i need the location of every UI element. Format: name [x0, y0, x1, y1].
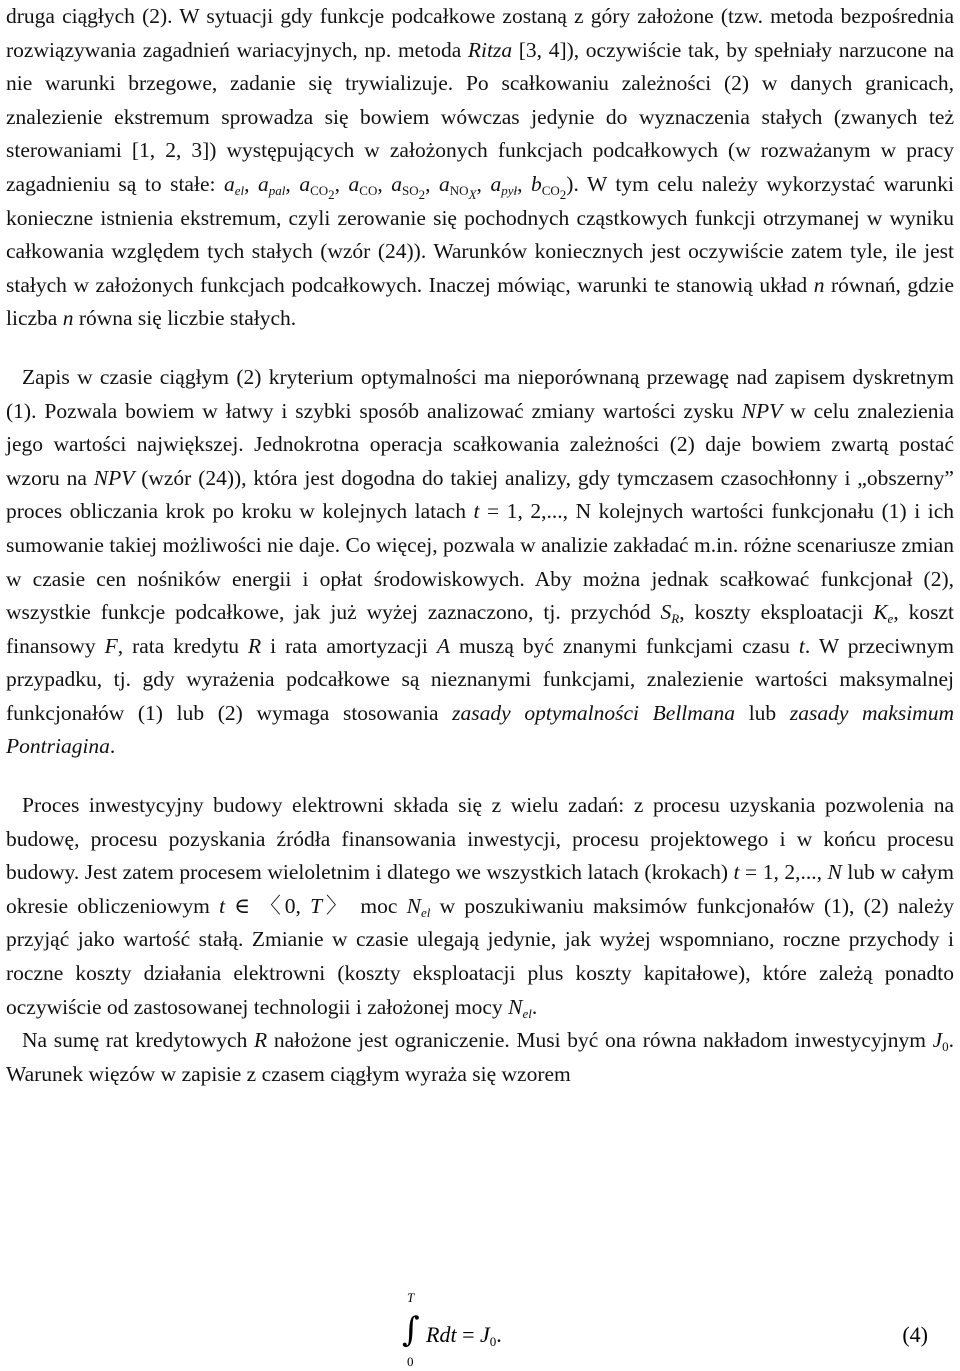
integrand: Rdt [426, 1322, 457, 1347]
variable-npv: NPV [741, 398, 783, 423]
constant-a-so2: $a_{SO_2}$ [391, 171, 426, 202]
integral-sign: ∫ [402, 1310, 420, 1350]
paragraph-3: Proces inwestycyjny budowy elektrowni składa się z wielu zadań: z procesu uzyskania pozwolenia na budowę, procesu pozyskania źródła finansowania inwestycji, procesu projektowego i w końcu procesu budowy. Jest zatem procesem wieloletnim i dlatego we wszystkich latach (krokach) t = 1, 2,..., N lub w całym okresie obliczeniowym t ∈ 〈0, T〉 moc $N_{el}$ w poszukiwaniu maksimów funkcjonałów (1), (2) należy przyjąć jako wartość stałą. Zmianie w czasie ulegają jedynie, jak wyżej wspomniano, roczne przychody i roczne koszty działania elektrowni (koszty eksploatacji plus koszty kapitałowe), które zależą ponadto oczywiście od zastosowanej technologii i założonej mocy $N_{el}$. [6, 793, 954, 1021]
constant-a-pal: $a_{pal}$ [258, 171, 286, 198]
variable-r: R [248, 633, 262, 658]
variable-j0: $J_0$ [932, 1028, 949, 1055]
variable-nel: $N_{el}$ [406, 893, 431, 920]
variable-nel: $N_{el}$ [508, 994, 532, 1021]
variable-t: t [473, 499, 480, 524]
equation-expression [426, 1322, 502, 1348]
integral-lower-limit: 0 [407, 1354, 414, 1369]
constant-a-pyl: $a_{pył}$ [490, 171, 518, 198]
constant-b-co2: $b_{CO_2}$ [530, 171, 567, 202]
paragraph-1: druga ciągłych (2). W sytuacji gdy funkcje podcałkowe zostaną z góry założone (tzw. metoda bezpośrednia rozwiązywania zagadnień wariacyjnych, np. metoda Ritza [3, 4]), oczywiście tak, by spełniały narzucone na nie warunki brzegowe, zadanie się trywializuje. Po scałkowaniu zależności (2) w danych granicach, znalezienie ekstremum sprowadza się bowiem wówczas jedynie do wyznaczenia stałych (zwanych też sterowaniami [1, 2, 3]) występujących w założonych funkcjach podcałkowych (w rozważanym w pracy zagadnieniu są to stałe: $a_{el}$, $a_{pal}$, $a_{CO_2}$, $a_{CO}$, $a_{SO_2}$, $a_{NO_X}$, $a_{pył}$, $b_{CO_2}$). W tym celu należy wykorzystać warunki konieczne istnienia ekstremum, czyli zerowanie się pochodnych cząstkowych funkcji otrzymanej w wyniku całkowania względem tych stałych (wzór (24)). Warunków koniecznych jest oczywiście zatem tyle, ile jest stałych w założonych funkcjach podcałkowych. Inaczej mówiąc, warunki te stanowią układ n równań, gdzie liczba n równa się liczbie stałych. [6, 4, 954, 331]
variable-T: T [310, 893, 323, 918]
variable-t: t [798, 633, 805, 658]
text: [3, 4]), oczywiście tak, by spełniały narzucone na nie warunki brzegowe, zadanie się trywializuje. Po scałkowaniu zależności (2) w danych granicach, znalezienie ekstremum sprowadza się bowiem wówczas jedynie do wyznaczenia stałych (zwanych też sterowaniami [1, 2, 3]) występujących w założonych funkcjach podcałkowych (w rozważanym w pracy zagadnieniu są to stałe: [6, 37, 954, 196]
equation-end: . [496, 1322, 502, 1347]
variable-n: n [62, 306, 74, 331]
variable-sr: $S_R$ [660, 600, 680, 627]
constant-a-nox: $a_{NO_X}$ [439, 171, 477, 202]
variable-n: N [827, 860, 842, 885]
variable-a: A [436, 633, 450, 658]
variable-t: t [733, 860, 740, 885]
variable-r: R [254, 1028, 268, 1053]
rhs: J [479, 1322, 490, 1347]
rhs-subscript: 0 [489, 1334, 497, 1349]
paragraph-2: Zapis w czasie ciągłym (2) kryterium optymalności ma nieporównaną przewagę nad zapisem dyskretnym (1). Pozwala bowiem w łatwy i szybki sposób analizować zmiany wartości zysku NPV w celu znalezienia jego wartości największej. Jednokrotna operacja scałkowania zależności (2) daje bowiem zwartą postać wzoru na NPV (wzór (24)), która jest dogodna do takiej analizy, gdy tymczasem czasochłonny i „obszerny” proces obliczania krok po kroku w kolejnych latach t = 1, 2,..., N kolejnych wartości funkcjonału (1) i ich sumowanie takiej możliwości nie daje. Co więcej, pozwala w analizie zakładać m.in. różne scenariusze zmian w czasie cen nośników energii i opłat środowiskowych. Aby można jednak scałkować funkcjonał (2), wszystkie funkcje podcałkowe, jak już wyżej zaznaczono, tj. przychód $S_R$, koszty eksploatacji $K_e$, koszt finansowy F, rata kredytu R i rata amortyzacji A muszą być znanymi funkcjami czasu t. W przeciwnym przypadku, tj. gdy wyrażenia podcałkowe są nieznanymi funkcjami, znalezienie wartości maksymalnej funkcjonałów (1) lub (2) wymaga stosowania zasady optymalności Bellmana lub zasady maksimum Pontriagina. [6, 364, 954, 759]
paragraph-4: Na sumę rat kredytowych R nałożone jest ograniczenie. Musi być ona równa nakładom inwestycyjnym $J_0$. Warunek więzów w zapisie z czasem ciągłym wyraża się wzorem [6, 1028, 954, 1086]
constant-a-co2: $a_{CO_2}$ [299, 171, 335, 202]
constants-list: $a_{el}$, $a_{pal}$, $a_{CO_2}$, $a_{CO}$, $a_{SO_2}$, $a_{NO_X}$, $a_{pył}$, $b_{CO_2}$ [224, 171, 567, 202]
integral-upper-limit: T [407, 1290, 415, 1305]
equation-number: (4) [902, 1322, 928, 1347]
text: ). W tym celu należy wykorzystać warunki konieczne istnienia ekstremum, czyli zerowanie się pochodnych cząstkowych funkcji otrzymanej w wyniku całkowania względem tych stałych (wzór (24)). Warunków koniecznych jest oczywiście zatem tyle, ile jest stałych w założonych funkcjach podcałkowych. Inaczej mówiąc, warunki te stanowią układ [6, 171, 954, 297]
term-pontriagin: zasady maksimum Pontriagina [6, 700, 954, 759]
variable-ke: $K_e$ [873, 600, 894, 627]
text: druga ciągłych (2). W sytuacji gdy funkcje podcałkowe zostaną z góry założone (tzw. metoda bezpośrednia rozwiązywania zagadnień wariacyjnych, np. metoda [6, 4, 954, 62]
equation-4 [0, 1282, 960, 1371]
text-italic: Ritza [467, 37, 513, 62]
variable-npv: NPV [93, 465, 135, 490]
term-bellman: zasady optymalności Bellmana [452, 700, 736, 725]
variable-t: t [219, 893, 226, 918]
variable-n: n [813, 272, 825, 297]
equals-sign: = [456, 1322, 480, 1347]
constant-a-co: $a_{CO}$ [348, 171, 378, 198]
constant-a-el: $a_{el}$ [224, 171, 245, 198]
variable-f: F [104, 633, 118, 658]
